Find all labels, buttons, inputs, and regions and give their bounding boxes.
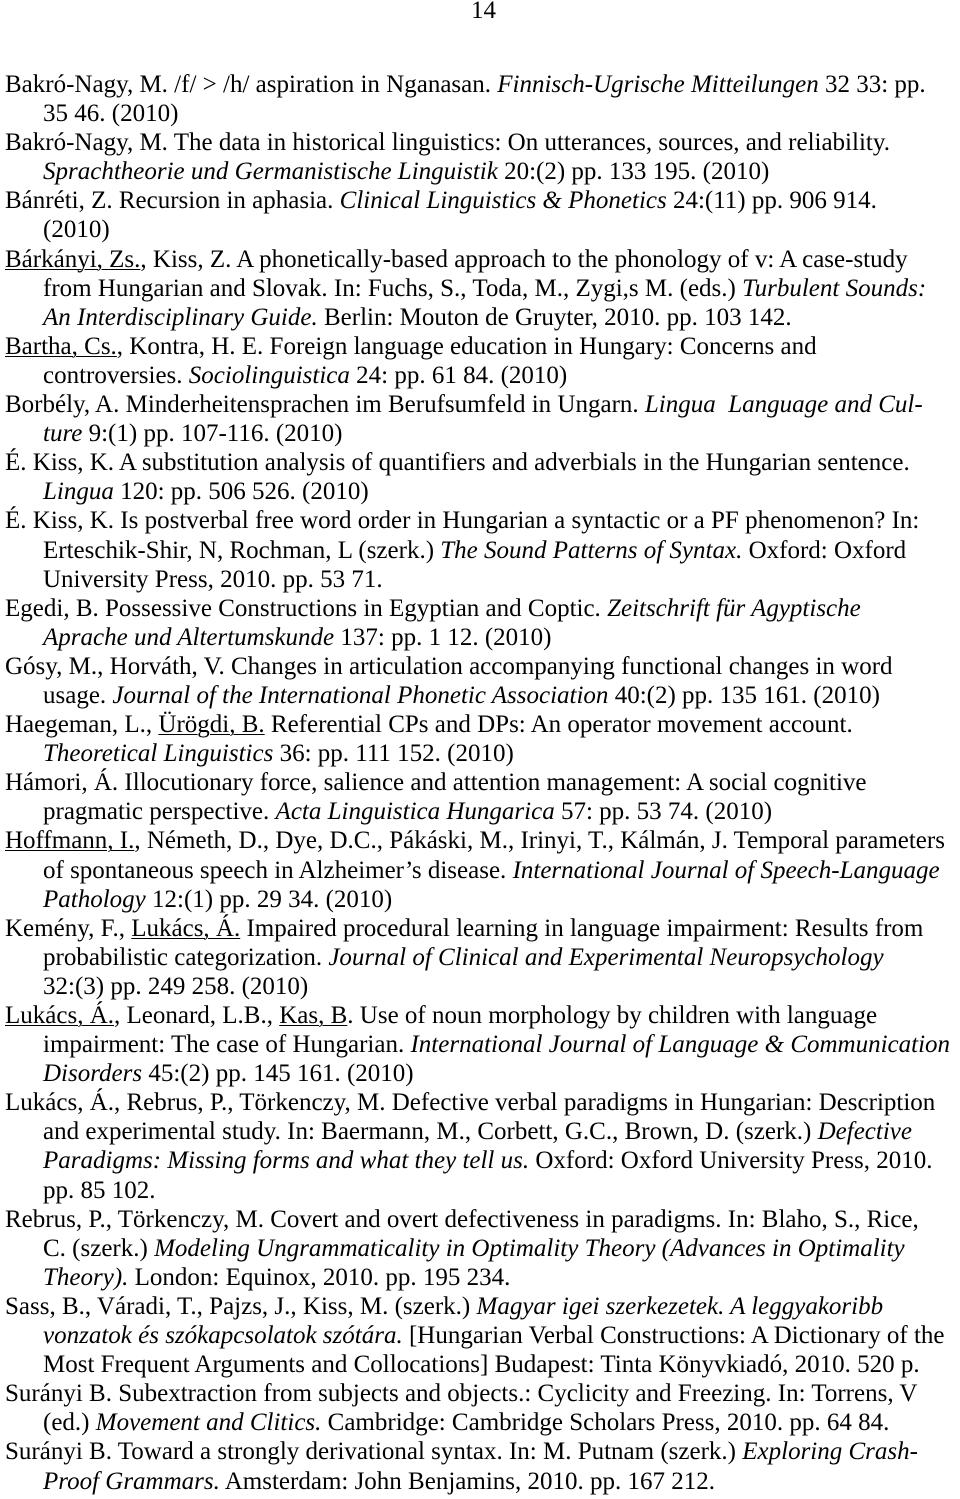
reference-entry <box>0 768 960 826</box>
reference-text: 45:(2) pp. 145 161. (2010) <box>142 1060 414 1088</box>
reference-text: 32 33: pp. <box>818 71 926 98</box>
reference-text: University Press, 2010. pp. 53 71. <box>43 565 383 593</box>
reference-text: 35 46. (2010) <box>43 100 179 128</box>
publication-title: An Interdisciplinary Guide. <box>43 303 318 331</box>
reference-text: (ed.) <box>43 1409 96 1437</box>
reference-line <box>0 1146 960 1175</box>
reference-text: Most Frequent Arguments and Collocations] Budapest: Tinta Könyvkiadó, 2010. 520 p. <box>43 1351 920 1379</box>
reference-text: Egedi, B. Possessive Constructions in Egyptian and Coptic. <box>5 594 608 622</box>
reference-text: probabilistic categorization. <box>43 943 329 971</box>
reference-text: 120: pp. 506 526. (2010) <box>113 478 369 506</box>
reference-line <box>0 245 960 274</box>
publication-title: Journal of the International Phonetic Association <box>112 681 609 709</box>
publication-title: Clinical Linguistics & Phonetics <box>339 187 667 215</box>
reference-line <box>0 390 960 419</box>
underlined-author-name: Bartha, Cs. <box>5 332 117 360</box>
reference-text: Haegeman, L., <box>5 711 159 739</box>
page-number: 14 <box>471 0 496 24</box>
underlined-author-name: Lukács, Á. <box>5 1002 114 1029</box>
reference-line <box>0 506 960 535</box>
reference-text: controversies. <box>43 361 189 389</box>
publication-title: Sociolinguistica <box>188 361 350 389</box>
reference-text: Lukács, Á., Rebrus, P., Törkenczy, M. Defective verbal paradigms in Hungarian: Description <box>5 1089 936 1117</box>
reference-entry <box>0 1437 960 1495</box>
reference-line <box>0 1001 960 1030</box>
publication-title: Aprache und Altertumskunde <box>43 623 335 651</box>
reference-entry <box>0 594 960 652</box>
reference-text: 12:(1) pp. 29 34. (2010) <box>145 885 393 913</box>
reference-text: (2010) <box>43 216 110 244</box>
reference-line <box>0 972 960 1001</box>
reference-text: of spontaneous speech in Alzheimer’s disease. <box>43 856 513 884</box>
reference-text: , Kontra, H. E. Foreign language education in Hungary: Concerns and <box>116 332 817 360</box>
publication-title: Sprachtheorie und Germanistische Linguistik <box>43 158 498 186</box>
reference-entry <box>0 1088 960 1204</box>
reference-list <box>0 70 960 1496</box>
publication-title: International Journal of Language & Communication <box>410 1031 951 1059</box>
publication-title: Magyar igei szerkezetek. A leggyakoribb <box>476 1292 884 1320</box>
reference-entry <box>0 1292 960 1379</box>
reference-text: Kemény, F., <box>5 914 132 942</box>
reference-text: Bakró-Nagy, M. The data in historical linguistics: On utterances, sources, and reliability. <box>5 129 890 157</box>
reference-text: 24: pp. 61 84. (2010) <box>349 361 568 389</box>
publication-title: Acta Linguistica Hungarica <box>275 798 555 826</box>
reference-line <box>0 1321 960 1350</box>
reference-line <box>0 1408 960 1437</box>
reference-text: 20:(2) pp. 133 195. (2010) <box>497 158 770 186</box>
publication-title: Lingua Language and Cul- <box>644 391 923 419</box>
reference-line <box>0 419 960 448</box>
reference-text: C. (szerk.) <box>43 1234 155 1262</box>
reference-entry <box>0 128 960 186</box>
reference-text: 137: pp. 1 12. (2010) <box>334 623 552 651</box>
publication-title: Modeling Ungrammaticality in Optimality Theory (Advances in Optimality <box>154 1234 905 1262</box>
reference-text: , Kiss, Z. A phonetically-based approach to the phonology of v: A case-study <box>140 245 908 273</box>
reference-line <box>0 448 960 477</box>
reference-text: Surányi B. Subextraction from subjects and objects.: Cyclicity and Freezing. In: Torrens, V <box>5 1380 918 1408</box>
reference-line <box>0 303 960 332</box>
reference-line <box>0 1030 960 1059</box>
reference-text: London: Equinox, 2010. pp. 195 234. <box>128 1263 511 1291</box>
publication-title: Movement and Clitics. <box>95 1409 322 1437</box>
reference-text: from Hungarian and Slovak. In: Fuchs, S., Toda, M., Zygi,s M. (eds.) <box>43 274 743 302</box>
reference-text: É. Kiss, K. A substitution analysis of quantifiers and adverbials in the Hungarian sentence. <box>5 449 910 477</box>
publication-title: ture <box>43 420 83 448</box>
publication-title: The Sound Patterns of Syntax. <box>440 536 743 564</box>
reference-line <box>0 1263 960 1292</box>
reference-entry <box>0 1001 960 1088</box>
reference-text: , Németh, D., Dye, D.C., Pákáski, M., Irinyi, T., Kálmán, J. Temporal parameters <box>134 827 945 855</box>
reference-line <box>0 536 960 565</box>
reference-text: Amsterdam: John Benjamins, 2010. pp. 167 212. <box>219 1467 715 1495</box>
reference-entry <box>0 70 960 128</box>
reference-text: Bakró-Nagy, M. /f/ > /h/ aspiration in Nganasan. <box>5 71 498 98</box>
reference-text: 40:(2) pp. 135 161. (2010) <box>608 681 880 709</box>
reference-entry <box>0 1205 960 1292</box>
underlined-author-name: Bárkányi, Zs. <box>5 245 141 273</box>
publication-title: Journal of Clinical and Experimental Neuropsychology <box>328 943 884 971</box>
publication-title: Exploring Crash- <box>742 1438 918 1466</box>
underlined-author-name: Hoffmann, I. <box>5 827 135 855</box>
underlined-author-name: Kas, B <box>279 1002 348 1029</box>
reference-text: Referential CPs and DPs: An operator movement account. <box>264 711 853 739</box>
reference-entry <box>0 245 960 332</box>
reference-line <box>0 274 960 303</box>
reference-line <box>0 943 960 972</box>
reference-text: Erteschik-Shir, N, Rochman, L (szerk.) <box>43 536 441 564</box>
reference-line <box>0 594 960 623</box>
underlined-author-name: Ürögdi, B. <box>158 711 265 739</box>
reference-text: Impaired procedural learning in language impairment: Results from <box>240 914 924 942</box>
reference-line <box>0 215 960 244</box>
reference-text: 36: pp. 111 152. (2010) <box>273 740 514 768</box>
reference-entry <box>0 186 960 244</box>
publication-title: Proof Grammars. <box>43 1467 220 1495</box>
reference-line <box>0 739 960 768</box>
reference-line <box>0 1467 960 1496</box>
reference-text: Rebrus, P., Törkenczy, M. Covert and overt defectiveness in paradigms. In: Blaho, S., Rice, <box>5 1205 919 1233</box>
reference-entry <box>0 652 960 710</box>
reference-entry <box>0 506 960 593</box>
reference-text: and experimental study. In: Baermann, M., Corbett, G.C., Brown, D. (szerk.) <box>43 1118 818 1146</box>
reference-line <box>0 1176 960 1205</box>
reference-text: [Hungarian Verbal Constructions: A Dictionary of the <box>402 1322 945 1350</box>
publication-title: vonzatok és szókapcsolatok szótára. <box>43 1322 403 1350</box>
publication-title: Finnisch-Ugrische Mitteilungen <box>497 71 819 98</box>
reference-text: Bánréti, Z. Recursion in aphasia. <box>5 187 340 215</box>
reference-line <box>0 652 960 681</box>
reference-text: Oxford: Oxford University Press, 2010. <box>529 1147 933 1175</box>
publication-title: Disorders <box>43 1060 143 1088</box>
publication-title: Turbulent Sounds: <box>742 274 927 302</box>
reference-line <box>0 1350 960 1379</box>
publication-title: Theoretical Linguistics <box>43 740 274 768</box>
reference-text: 9:(1) pp. 107-116. (2010) <box>82 420 343 448</box>
reference-text: pp. 85 102. <box>43 1176 156 1204</box>
publication-title: Lingua <box>43 478 114 506</box>
reference-line <box>0 70 960 99</box>
reference-text: É. Kiss, K. Is postverbal free word order in Hungarian a syntactic or a PF phenomenon? In: <box>5 507 920 535</box>
reference-line <box>0 1437 960 1466</box>
reference-line <box>0 186 960 215</box>
reference-line <box>0 128 960 157</box>
reference-text: Gósy, M., Horváth, V. Changes in articulation accompanying functional changes in word <box>5 652 893 680</box>
reference-text: Sass, B., Váradi, T., Pajzs, J., Kiss, M. (szerk.) <box>5 1292 477 1320</box>
reference-line <box>0 1205 960 1234</box>
reference-line <box>0 710 960 739</box>
reference-text: 57: pp. 53 74. (2010) <box>554 798 773 826</box>
reference-entry <box>0 332 960 390</box>
reference-text: 24:(11) pp. 906 914. <box>666 187 877 215</box>
reference-line <box>0 623 960 652</box>
reference-text: . Use of noun morphology by children with language <box>347 1002 878 1029</box>
reference-line <box>0 99 960 128</box>
reference-line <box>0 826 960 855</box>
reference-line <box>0 1379 960 1408</box>
reference-line <box>0 885 960 914</box>
reference-text: impairment: The case of Hungarian. <box>43 1031 411 1059</box>
reference-line <box>0 157 960 186</box>
reference-text: pragmatic perspective. <box>43 798 276 826</box>
publication-title: International Journal of Speech-Language <box>512 856 940 884</box>
reference-line <box>0 1234 960 1263</box>
reference-line <box>0 681 960 710</box>
reference-line <box>0 332 960 361</box>
reference-text: Borbély, A. Minderheitensprachen im Berufsumfeld in Ungarn. <box>5 391 645 419</box>
publication-title: Theory). <box>43 1263 129 1291</box>
reference-entry <box>0 448 960 506</box>
reference-text: Surányi B. Toward a strongly derivational syntax. In: M. Putnam (szerk.) <box>5 1438 743 1466</box>
reference-text: usage. <box>43 681 113 709</box>
reference-entry <box>0 390 960 448</box>
reference-line <box>0 797 960 826</box>
reference-line <box>0 768 960 797</box>
reference-line <box>0 565 960 594</box>
reference-text: 32:(3) pp. 249 258. (2010) <box>43 972 309 1000</box>
publication-title: Defective <box>817 1118 912 1146</box>
reference-entry <box>0 826 960 913</box>
reference-line <box>0 1088 960 1117</box>
reference-line <box>0 1292 960 1321</box>
reference-entry <box>0 914 960 1001</box>
reference-line <box>0 1117 960 1146</box>
underlined-author-name: Lukács, Á. <box>131 914 241 942</box>
reference-entry <box>0 1379 960 1437</box>
reference-text: Oxford: Oxford <box>742 536 907 564</box>
publication-title: Pathology <box>43 885 146 913</box>
reference-entry <box>0 710 960 768</box>
reference-text: , Leonard, L.B., <box>114 1002 280 1029</box>
reference-text: Hámori, Á. Illocutionary force, salience and attention management: A social cognitive <box>5 769 867 797</box>
reference-line <box>0 914 960 943</box>
reference-line <box>0 856 960 885</box>
publication-title: Zeitschrift für Agyptische <box>607 594 861 622</box>
reference-line <box>0 1059 960 1088</box>
reference-line <box>0 361 960 390</box>
reference-line <box>0 477 960 506</box>
publication-title: Paradigms: Missing forms and what they tell us. <box>43 1147 530 1175</box>
reference-text: Berlin: Mouton de Gruyter, 2010. pp. 103 142. <box>317 303 792 331</box>
reference-text: Cambridge: Cambridge Scholars Press, 2010. pp. 64 84. <box>321 1409 890 1437</box>
